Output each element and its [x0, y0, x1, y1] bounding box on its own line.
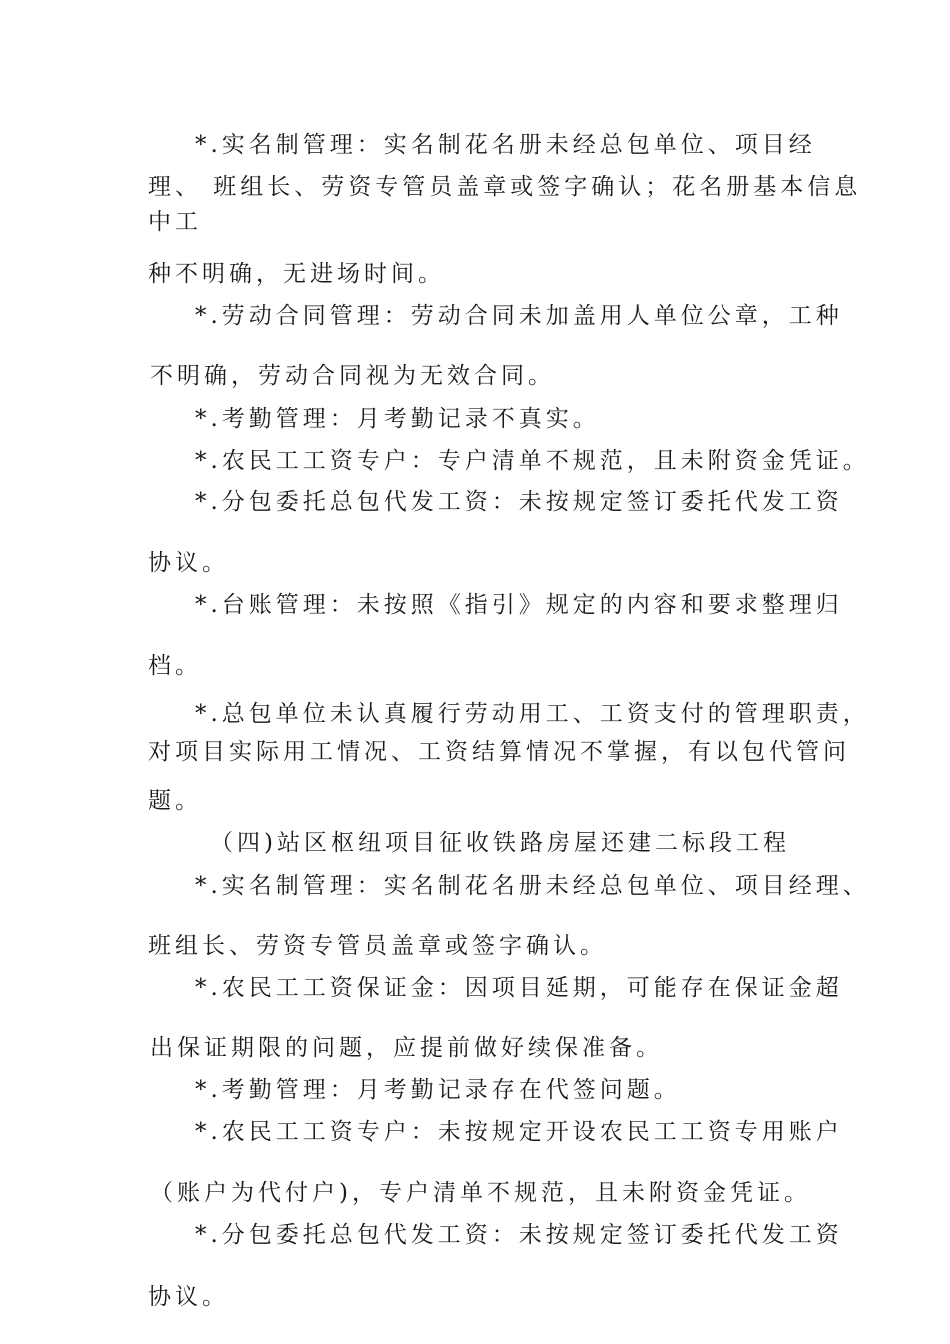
- paragraph-line: 协议。: [148, 550, 229, 576]
- paragraph-line: 协议。: [148, 1284, 229, 1310]
- paragraph-line: 档。: [148, 653, 202, 679]
- paragraph-line: 班组长、劳资专管员盖章或签字确认。: [148, 933, 607, 959]
- paragraph-line: *.总包单位未认真履行劳动用工、工资支付的管理职责，: [195, 701, 870, 727]
- paragraph-line: *.台账管理：未按照《指引》规定的内容和要求整理归: [195, 592, 843, 618]
- paragraph-line: 不明确，劳动合同视为无效合同。: [150, 363, 555, 389]
- paragraph-line: 题。: [148, 788, 202, 814]
- paragraph-line: *.农民工工资专户：专户清单不规范，且未附资金凭证。: [195, 448, 870, 474]
- paragraph-line: *.农民工工资保证金：因项目延期，可能存在保证金超: [195, 975, 843, 1001]
- paragraph-line: 对项目实际用工情况、工资结算情况不掌握，有以包代管问: [148, 739, 850, 765]
- paragraph-line: （账户为代付户)，专户清单不规范，且未附资金凭证。: [150, 1180, 811, 1206]
- paragraph-line: *.实名制管理：实名制花名册未经总包单位、项目经理、: [195, 873, 870, 899]
- paragraph-line: *.农民工工资专户：未按规定开设农民工工资专用账户: [195, 1119, 843, 1145]
- paragraph-line: *.实名制管理：实名制花名册未经总包单位、项目经: [195, 132, 816, 158]
- paragraph-line: 出保证期限的问题，应提前做好续保准备。: [150, 1035, 663, 1061]
- section-heading: （四)站区枢纽项目征收铁路房屋还建二标段工程: [210, 830, 790, 856]
- paragraph-line: *.考勤管理：月考勤记录存在代签问题。: [195, 1077, 681, 1103]
- paragraph-line: *.考勤管理：月考勤记录不真实。: [195, 406, 600, 432]
- paragraph-line: 理、 班组长、劳资专管员盖章或签字确认；花名册基本信息: [148, 174, 862, 200]
- paragraph-line: *.劳动合同管理：劳动合同未加盖用人单位公章，工种: [195, 303, 843, 329]
- paragraph-line: *.分包委托总包代发工资：未按规定签订委托代发工资: [195, 1222, 843, 1248]
- paragraph-line: *.分包委托总包代发工资：未按规定签订委托代发工资: [195, 489, 843, 515]
- paragraph-line: 中工: [148, 209, 202, 235]
- paragraph-line: 种不明确，无进场时间。: [148, 261, 445, 287]
